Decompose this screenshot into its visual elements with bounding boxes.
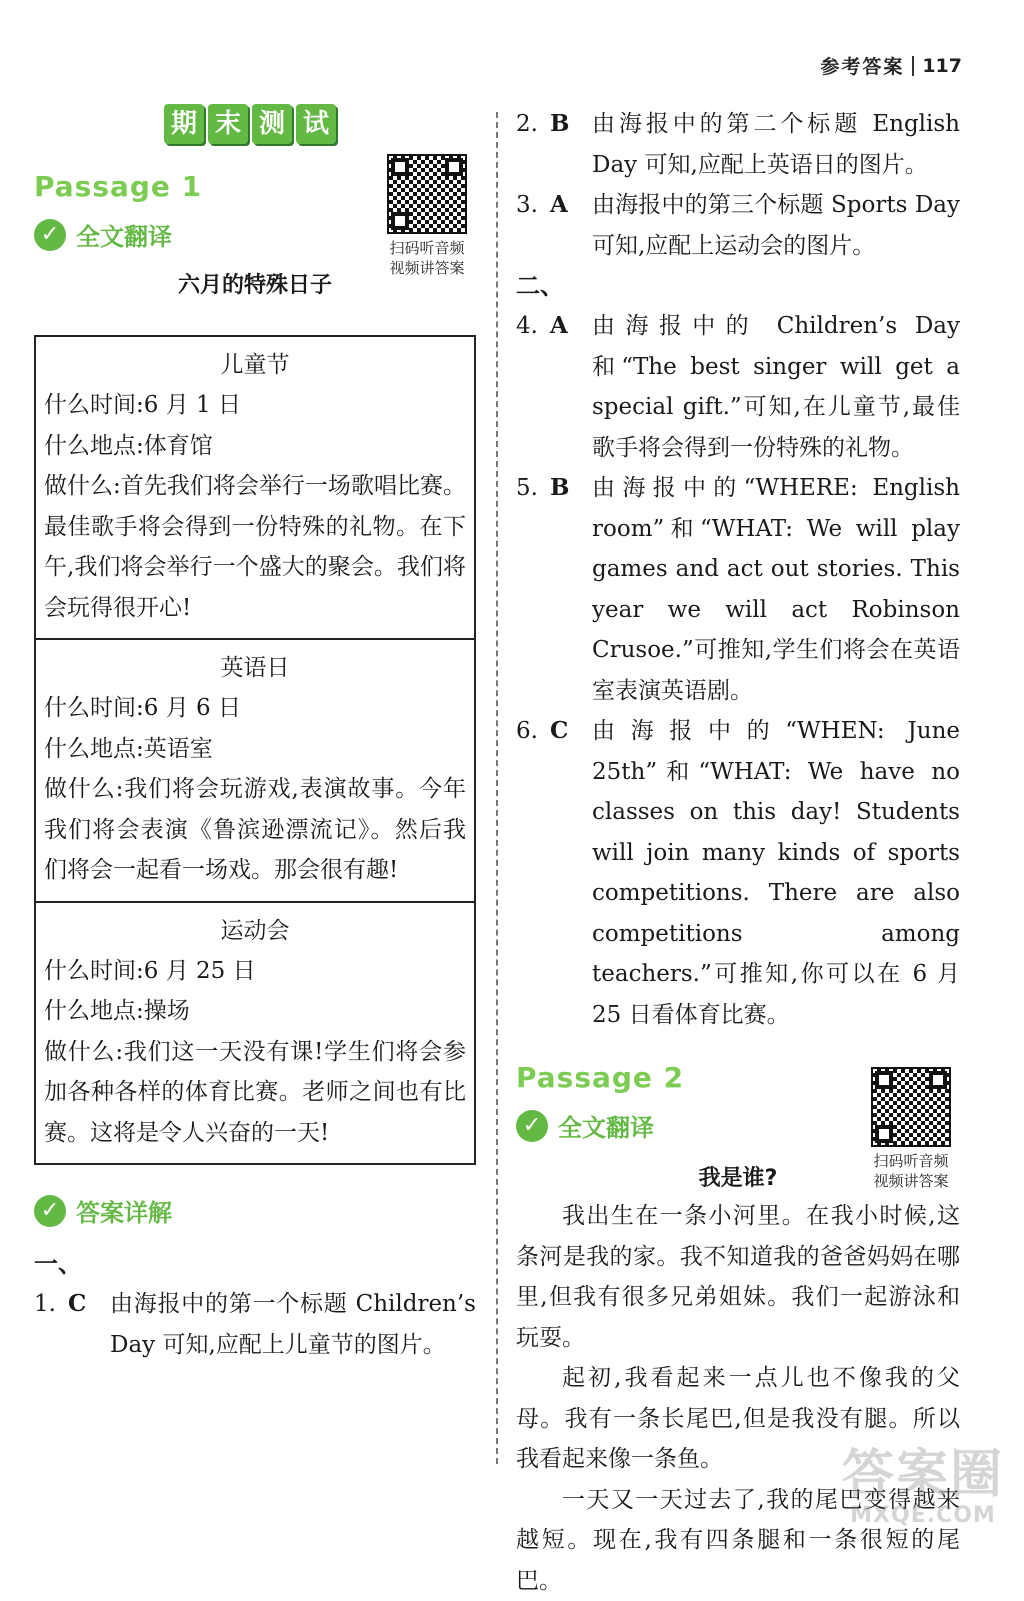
exam-title-char: 末	[208, 104, 248, 144]
answer-number: 6.	[516, 711, 550, 1035]
poster-line: 什么地点:操场	[44, 991, 466, 1032]
exam-title	[164, 104, 476, 144]
answer-number: 3.	[516, 185, 550, 266]
passage-2-label: Passage 2	[516, 1061, 960, 1094]
answer-text: 由海报中的 Children’s Day 和“The best singer will get a special gift.”可知,在儿童节,最佳歌手将会得到一份特殊的礼物。	[592, 306, 960, 468]
answer-item	[516, 711, 960, 1035]
watermark-url: MXQE.COM	[842, 1503, 1004, 1528]
answer-text: 由海报中的第三个标题 Sports Day 可知,应配上运动会的图片。	[592, 185, 960, 266]
qr-caption	[384, 238, 470, 278]
qr-caption-line: 视频讲答案	[868, 1171, 954, 1191]
header-title: 参考答案	[820, 52, 904, 79]
poster-what: 做什么:首先我们将会举行一场歌唱比赛。最佳歌手将会得到一份特殊的礼物。在下午,我们将会举行一个盛大的聚会。我们将会玩得很开心!	[44, 466, 466, 628]
poster-line: 什么时间:6 月 6 日	[44, 688, 466, 729]
answer-letter: B	[550, 104, 592, 185]
watermark-logo	[842, 1447, 1004, 1528]
translation-label: 全文翻译	[76, 217, 172, 252]
poster-section-title: 运动会	[44, 911, 466, 951]
left-column	[34, 104, 476, 1365]
watermark-text: 答案圈	[842, 1447, 1004, 1503]
passage-1-title: 六月的特殊日子	[34, 268, 476, 299]
poster-section-title: 儿童节	[44, 345, 466, 385]
poster	[34, 335, 476, 1165]
story-paragraph: 起初,我看起来一点儿也不像我的父母。我有一条长尾巴,但是我没有腿。所以我看起来像一条鱼。	[516, 1358, 960, 1480]
answer-letter: C	[68, 1284, 110, 1365]
part-1-label: 一、	[34, 1244, 476, 1284]
answer-item	[34, 1284, 476, 1365]
check-icon: ✓	[34, 219, 66, 251]
answer-text: 由海报中的“WHEN: June 25th”和“WHAT: We have no classes on this day! Students will join many kinds of sports competitions. There are also competitions among teachers.”可推知,你可以在 6 月 25 日看体育比赛。	[592, 711, 960, 1035]
poster-section	[36, 638, 474, 901]
answer-text: 由海报中的第二个标题 English Day 可知,应配上英语日的图片。	[592, 104, 960, 185]
poster-section	[36, 337, 474, 638]
qr-caption	[868, 1151, 954, 1191]
answers-heading	[34, 1193, 476, 1228]
answer-number: 2.	[516, 104, 550, 185]
translation-label: 全文翻译	[558, 1108, 654, 1143]
poster-what: 做什么:我们这一天没有课!学生们将会参加各种各样的体育比赛。老师之间也有比赛。这将是令人兴奋的一天!	[44, 1032, 466, 1154]
answer-text: 由海报中的“WHERE: English room”和“WHAT: We will play games and act out stories. This year we will act Robinson Crusoe.”可推知,学生们将会在英语室表演英语剧。	[592, 468, 960, 711]
poster-line: 什么时间:6 月 25 日	[44, 951, 466, 992]
check-icon: ✓	[34, 1195, 66, 1227]
exam-title-char: 期	[164, 104, 204, 144]
qr-code-block[interactable]	[868, 1067, 954, 1191]
page-header	[820, 52, 962, 79]
answers-label: 答案详解	[76, 1193, 172, 1228]
qr-caption-line: 扫码听音频	[868, 1151, 954, 1171]
poster-section-title: 英语日	[44, 648, 466, 688]
answer-item	[516, 306, 960, 468]
poster-what: 做什么:我们将会玩游戏,表演故事。今年我们将会表演《鲁滨逊漂流记》。然后我们将会一起看一场戏。那会很有趣!	[44, 769, 466, 891]
qr-code-block[interactable]	[384, 154, 470, 278]
poster-line: 什么时间:6 月 1 日	[44, 385, 466, 426]
passage-1-label: Passage 1	[34, 170, 476, 203]
story-text	[516, 1196, 960, 1601]
qr-caption-line: 视频讲答案	[384, 258, 470, 278]
passage-2-title: 我是谁?	[516, 1161, 960, 1192]
qr-caption-line: 扫码听音频	[384, 238, 470, 258]
answer-letter: A	[550, 306, 592, 468]
answer-letter: A	[550, 185, 592, 266]
answer-number: 5.	[516, 468, 550, 711]
answer-number: 1.	[34, 1284, 68, 1365]
answer-number: 4.	[516, 306, 550, 468]
poster-line: 什么地点:英语室	[44, 729, 466, 770]
exam-title-char: 测	[252, 104, 292, 144]
part-2-label: 二、	[516, 266, 960, 306]
answer-item	[516, 468, 960, 711]
exam-title-char: 试	[296, 104, 336, 144]
page-number: 117	[922, 55, 962, 77]
poster-line: 什么地点:体育馆	[44, 426, 466, 467]
answer-letter: C	[550, 711, 592, 1035]
right-column	[516, 104, 960, 1601]
passage-2-header	[516, 1061, 960, 1143]
answer-item	[516, 104, 960, 185]
qr-code-icon[interactable]	[387, 154, 467, 234]
qr-code-icon[interactable]	[871, 1067, 951, 1147]
story-paragraph: 一天又一天过去了,我的尾巴变得越来越短。现在,我有四条腿和一条很短的尾巴。	[516, 1480, 960, 1601]
answer-item	[516, 185, 960, 266]
story-paragraph: 我出生在一条小河里。在我小时候,这条河是我的家。我不知道我的爸爸妈妈在哪里,但我有很多兄弟姐妹。我们一起游泳和玩耍。	[516, 1196, 960, 1358]
header-separator	[912, 56, 914, 76]
answer-letter: B	[550, 468, 592, 711]
column-divider	[496, 112, 498, 1464]
poster-section	[36, 901, 474, 1164]
check-icon: ✓	[516, 1110, 548, 1142]
answer-text: 由海报中的第一个标题 Children’s Day 可知,应配上儿童节的图片。	[110, 1284, 476, 1365]
